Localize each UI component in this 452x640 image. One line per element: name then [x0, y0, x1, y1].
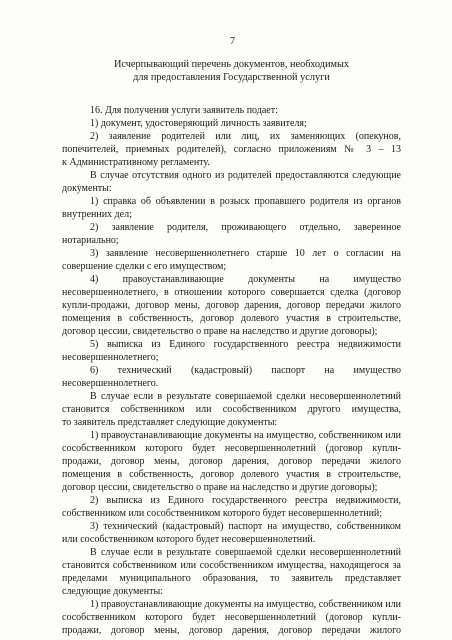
text-line: 3) технический (кадастровый) паспорт на имущество, собственником	[90, 521, 401, 532]
text-line: 6) технический (кадастровый) паспорт на имущество	[90, 365, 401, 376]
text-line: 5) выписка из Единого государственного реестра недвижимости	[90, 339, 401, 350]
text-line: договор цессии, свидетельство о праве на наследство и другие договоры);	[62, 482, 378, 493]
text-line: 1) правоустанавливающие документы на имущество, собственником или	[90, 599, 401, 610]
text-line: пределами муниципального образования, то заявитель представляет	[62, 573, 401, 584]
text-line: 1) правоустанавливающие документы на имущество, собственником или	[90, 430, 401, 441]
page-number: 7	[230, 36, 235, 47]
text-line: В случае отсутствия одного из родителей предоставляются следующие	[90, 170, 401, 181]
text-line: или сособственником которого будет несовершеннолетний.	[62, 534, 316, 545]
section-heading	[62, 58, 401, 84]
text-line: попечителей, приемных родителей), согласно приложениям № 3 – 13	[62, 144, 401, 155]
text-line: документы:	[62, 183, 112, 194]
text-line: помещения в собственность, договор долевого участия в строительстве,	[62, 313, 401, 324]
text-line: 3) заявление несовершеннолетнего старше 10 лет о согласии на	[90, 248, 401, 259]
text-line: В случае если в результате совершаемой сделки несовершеннолетний	[90, 391, 401, 402]
text-line: сособственником которого будет несовершеннолетний (договор купли-	[62, 612, 401, 623]
text-line: к Административному регламенту.	[62, 157, 210, 168]
text-line: 2) заявление родителя, проживающего отдельно, заверенное	[90, 222, 401, 233]
text-line: следующие документы:	[62, 586, 163, 597]
text-line: 1) справка об объявлении в розыск пропавшего родителя из органов	[90, 196, 401, 207]
text-line: несовершеннолетнего;	[62, 352, 159, 363]
text-line: несовершеннолетнего, в отношении которого совершается сделка (договор	[62, 287, 401, 298]
text-line: 4) правоустанавливающие документы на имущество	[90, 274, 401, 285]
text-line: 16. Для получения услуги заявитель подает:	[90, 105, 278, 116]
text-line: внутренних дел;	[62, 209, 132, 220]
text-line: собственником или сособственником которого будет несовершеннолетний;	[62, 508, 383, 519]
text-line: совершение сделки с его имуществом;	[62, 261, 227, 272]
text-line: становится собственником или сособственником другого имущества,	[62, 404, 401, 415]
text-line: помещения в собственность, договор долевого участия в строительстве,	[62, 469, 401, 480]
text-line: 1) документ, удостоверяющий личность заявителя;	[90, 118, 307, 129]
text-line: продажи, договор мены, договор дарения, договор передачи жилого	[62, 456, 401, 467]
text-line: 2) заявление родителей или лиц, их заменяющих (опекунов,	[90, 131, 401, 142]
text-line: несовершеннолетнего.	[62, 378, 159, 389]
text-line: В случае если в результате совершаемой сделки несовершеннолетний	[90, 547, 401, 558]
text-line: договор цессии, свидетельство о праве на наследство и другие договоры);	[62, 326, 378, 337]
heading-line-1: Исчерпывающий перечень документов, необходимых	[113, 59, 350, 70]
text-line: продажи, договор мены, договор дарения, договор передачи жилого	[62, 625, 401, 636]
document-body	[62, 104, 401, 637]
heading-line-2: для предоставления Государственной услуги	[133, 72, 330, 83]
text-line: нотариально;	[62, 235, 119, 246]
text-line: то заявитель представляет следующие документы:	[62, 417, 278, 428]
text-line: сособственником которого будет несовершеннолетний (договор купли-	[62, 443, 401, 454]
text-line: купли-продажи, договор мены, договор дарения, договор передачи жилого	[62, 300, 401, 311]
text-line: становится собственником или сособственником имущества, находящегося за	[62, 560, 401, 571]
text-line: 2) выписка из Единого государственного реестра недвижимости,	[90, 495, 401, 506]
